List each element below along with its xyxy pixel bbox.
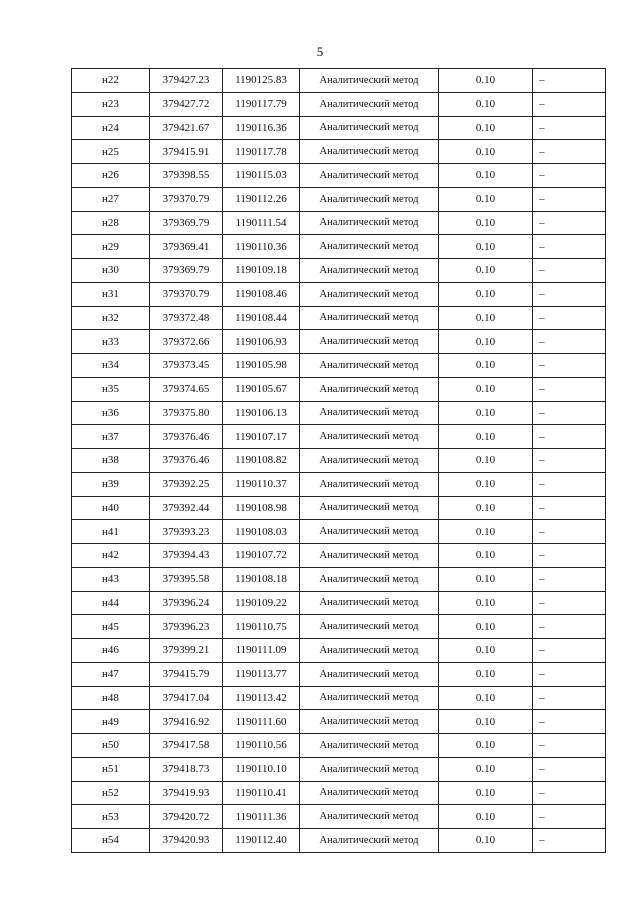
description-cell: – <box>533 354 606 378</box>
y-coordinate-cell: 1190117.78 <box>223 140 300 164</box>
method-cell: Аналитический метод <box>300 520 439 544</box>
method-cell: Аналитический метод <box>300 662 439 686</box>
method-cell: Аналитический метод <box>300 187 439 211</box>
x-coordinate-cell: 379396.24 <box>150 591 223 615</box>
method-cell: Аналитический метод <box>300 116 439 140</box>
table-row <box>72 282 606 306</box>
method-cell: Аналитический метод <box>300 734 439 758</box>
accuracy-cell: 0.10 <box>439 829 533 853</box>
description-cell: – <box>533 662 606 686</box>
description-cell: – <box>533 520 606 544</box>
method-cell: Аналитический метод <box>300 829 439 853</box>
y-coordinate-cell: 1190111.54 <box>223 211 300 235</box>
point-name-cell: н30 <box>72 259 150 283</box>
y-coordinate-cell: 1190108.46 <box>223 282 300 306</box>
accuracy-cell: 0.10 <box>439 306 533 330</box>
table-row <box>72 164 606 188</box>
y-coordinate-cell: 1190116.36 <box>223 116 300 140</box>
point-name-cell: н25 <box>72 140 150 164</box>
method-cell: Аналитический метод <box>300 211 439 235</box>
accuracy-cell: 0.10 <box>439 757 533 781</box>
y-coordinate-cell: 1190117.79 <box>223 92 300 116</box>
method-cell: Аналитический метод <box>300 164 439 188</box>
point-name-cell: н41 <box>72 520 150 544</box>
table-row <box>72 544 606 568</box>
y-coordinate-cell: 1190113.42 <box>223 686 300 710</box>
accuracy-cell: 0.10 <box>439 662 533 686</box>
table-row <box>72 92 606 116</box>
accuracy-cell: 0.10 <box>439 377 533 401</box>
point-name-cell: н40 <box>72 496 150 520</box>
x-coordinate-cell: 379372.66 <box>150 330 223 354</box>
accuracy-cell: 0.10 <box>439 354 533 378</box>
accuracy-cell: 0.10 <box>439 92 533 116</box>
table-row <box>72 235 606 259</box>
table-row <box>72 140 606 164</box>
description-cell: – <box>533 496 606 520</box>
method-cell: Аналитический метод <box>300 781 439 805</box>
method-cell: Аналитический метод <box>300 449 439 473</box>
table-row <box>72 567 606 591</box>
method-cell: Аналитический метод <box>300 567 439 591</box>
y-coordinate-cell: 1190106.93 <box>223 330 300 354</box>
table-row <box>72 306 606 330</box>
y-coordinate-cell: 1190110.41 <box>223 781 300 805</box>
description-cell: – <box>533 116 606 140</box>
accuracy-cell: 0.10 <box>439 710 533 734</box>
y-coordinate-cell: 1190113.77 <box>223 662 300 686</box>
accuracy-cell: 0.10 <box>439 449 533 473</box>
method-cell: Аналитический метод <box>300 69 439 93</box>
method-cell: Аналитический метод <box>300 401 439 425</box>
y-coordinate-cell: 1190108.18 <box>223 567 300 591</box>
description-cell: – <box>533 140 606 164</box>
point-name-cell: н33 <box>72 330 150 354</box>
x-coordinate-cell: 379421.67 <box>150 116 223 140</box>
accuracy-cell: 0.10 <box>439 496 533 520</box>
x-coordinate-cell: 379392.44 <box>150 496 223 520</box>
y-coordinate-cell: 1190125.83 <box>223 69 300 93</box>
point-name-cell: н50 <box>72 734 150 758</box>
table-row <box>72 781 606 805</box>
point-name-cell: н24 <box>72 116 150 140</box>
table-row <box>72 401 606 425</box>
method-cell: Аналитический метод <box>300 686 439 710</box>
x-coordinate-cell: 379417.58 <box>150 734 223 758</box>
table-row <box>72 330 606 354</box>
table-row <box>72 662 606 686</box>
description-cell: – <box>533 306 606 330</box>
point-name-cell: н51 <box>72 757 150 781</box>
point-name-cell: н31 <box>72 282 150 306</box>
x-coordinate-cell: 379420.72 <box>150 805 223 829</box>
x-coordinate-cell: 379396.23 <box>150 615 223 639</box>
method-cell: Аналитический метод <box>300 472 439 496</box>
x-coordinate-cell: 379416.92 <box>150 710 223 734</box>
y-coordinate-cell: 1190112.26 <box>223 187 300 211</box>
y-coordinate-cell: 1190105.67 <box>223 377 300 401</box>
point-name-cell: н27 <box>72 187 150 211</box>
y-coordinate-cell: 1190109.18 <box>223 259 300 283</box>
method-cell: Аналитический метод <box>300 591 439 615</box>
accuracy-cell: 0.10 <box>439 734 533 758</box>
point-name-cell: н22 <box>72 69 150 93</box>
description-cell: – <box>533 377 606 401</box>
accuracy-cell: 0.10 <box>439 686 533 710</box>
point-name-cell: н49 <box>72 710 150 734</box>
description-cell: – <box>533 235 606 259</box>
accuracy-cell: 0.10 <box>439 69 533 93</box>
y-coordinate-cell: 1190111.09 <box>223 639 300 663</box>
table-row <box>72 686 606 710</box>
point-name-cell: н42 <box>72 544 150 568</box>
method-cell: Аналитический метод <box>300 330 439 354</box>
description-cell: – <box>533 544 606 568</box>
y-coordinate-cell: 1190112.40 <box>223 829 300 853</box>
x-coordinate-cell: 379420.93 <box>150 829 223 853</box>
accuracy-cell: 0.10 <box>439 781 533 805</box>
table-row <box>72 449 606 473</box>
accuracy-cell: 0.10 <box>439 211 533 235</box>
point-name-cell: н36 <box>72 401 150 425</box>
table-row <box>72 377 606 401</box>
y-coordinate-cell: 1190115.03 <box>223 164 300 188</box>
accuracy-cell: 0.10 <box>439 116 533 140</box>
table-row <box>72 259 606 283</box>
table-row <box>72 710 606 734</box>
x-coordinate-cell: 379372.48 <box>150 306 223 330</box>
x-coordinate-cell: 379399.21 <box>150 639 223 663</box>
y-coordinate-cell: 1190108.82 <box>223 449 300 473</box>
point-name-cell: н43 <box>72 567 150 591</box>
table-row <box>72 187 606 211</box>
method-cell: Аналитический метод <box>300 140 439 164</box>
accuracy-cell: 0.10 <box>439 567 533 591</box>
x-coordinate-cell: 379427.72 <box>150 92 223 116</box>
method-cell: Аналитический метод <box>300 425 439 449</box>
y-coordinate-cell: 1190106.13 <box>223 401 300 425</box>
table-row <box>72 496 606 520</box>
x-coordinate-cell: 379418.73 <box>150 757 223 781</box>
table-row <box>72 829 606 853</box>
x-coordinate-cell: 379394.43 <box>150 544 223 568</box>
accuracy-cell: 0.10 <box>439 591 533 615</box>
point-name-cell: н47 <box>72 662 150 686</box>
description-cell: – <box>533 567 606 591</box>
table-row <box>72 116 606 140</box>
method-cell: Аналитический метод <box>300 757 439 781</box>
accuracy-cell: 0.10 <box>439 425 533 449</box>
point-name-cell: н53 <box>72 805 150 829</box>
point-name-cell: н23 <box>72 92 150 116</box>
accuracy-cell: 0.10 <box>439 282 533 306</box>
x-coordinate-cell: 379393.23 <box>150 520 223 544</box>
x-coordinate-cell: 379419.93 <box>150 781 223 805</box>
y-coordinate-cell: 1190110.56 <box>223 734 300 758</box>
table-row <box>72 615 606 639</box>
y-coordinate-cell: 1190109.22 <box>223 591 300 615</box>
table-row <box>72 639 606 663</box>
y-coordinate-cell: 1190107.17 <box>223 425 300 449</box>
point-name-cell: н45 <box>72 615 150 639</box>
accuracy-cell: 0.10 <box>439 140 533 164</box>
y-coordinate-cell: 1190108.44 <box>223 306 300 330</box>
description-cell: – <box>533 472 606 496</box>
description-cell: – <box>533 805 606 829</box>
description-cell: – <box>533 829 606 853</box>
accuracy-cell: 0.10 <box>439 544 533 568</box>
method-cell: Аналитический метод <box>300 615 439 639</box>
x-coordinate-cell: 379417.04 <box>150 686 223 710</box>
point-name-cell: н54 <box>72 829 150 853</box>
table-row <box>72 805 606 829</box>
point-name-cell: н44 <box>72 591 150 615</box>
accuracy-cell: 0.10 <box>439 520 533 544</box>
point-name-cell: н52 <box>72 781 150 805</box>
description-cell: – <box>533 757 606 781</box>
method-cell: Аналитический метод <box>300 710 439 734</box>
x-coordinate-cell: 379373.45 <box>150 354 223 378</box>
y-coordinate-cell: 1190105.98 <box>223 354 300 378</box>
coordinates-table <box>71 68 606 853</box>
accuracy-cell: 0.10 <box>439 235 533 259</box>
description-cell: – <box>533 69 606 93</box>
x-coordinate-cell: 379370.79 <box>150 187 223 211</box>
x-coordinate-cell: 379374.65 <box>150 377 223 401</box>
description-cell: – <box>533 686 606 710</box>
accuracy-cell: 0.10 <box>439 615 533 639</box>
accuracy-cell: 0.10 <box>439 805 533 829</box>
description-cell: – <box>533 734 606 758</box>
method-cell: Аналитический метод <box>300 259 439 283</box>
description-cell: – <box>533 425 606 449</box>
description-cell: – <box>533 591 606 615</box>
y-coordinate-cell: 1190111.60 <box>223 710 300 734</box>
point-name-cell: н38 <box>72 449 150 473</box>
x-coordinate-cell: 379375.80 <box>150 401 223 425</box>
point-name-cell: н28 <box>72 211 150 235</box>
y-coordinate-cell: 1190108.98 <box>223 496 300 520</box>
method-cell: Аналитический метод <box>300 544 439 568</box>
x-coordinate-cell: 379376.46 <box>150 425 223 449</box>
y-coordinate-cell: 1190108.03 <box>223 520 300 544</box>
method-cell: Аналитический метод <box>300 282 439 306</box>
x-coordinate-cell: 379376.46 <box>150 449 223 473</box>
y-coordinate-cell: 1190107.72 <box>223 544 300 568</box>
y-coordinate-cell: 1190110.36 <box>223 235 300 259</box>
table-row <box>72 354 606 378</box>
y-coordinate-cell: 1190111.36 <box>223 805 300 829</box>
method-cell: Аналитический метод <box>300 805 439 829</box>
table-row <box>72 472 606 496</box>
description-cell: – <box>533 211 606 235</box>
table-row <box>72 520 606 544</box>
point-name-cell: н32 <box>72 306 150 330</box>
point-name-cell: н29 <box>72 235 150 259</box>
description-cell: – <box>533 639 606 663</box>
method-cell: Аналитический метод <box>300 377 439 401</box>
description-cell: – <box>533 781 606 805</box>
point-name-cell: н37 <box>72 425 150 449</box>
table-row <box>72 734 606 758</box>
method-cell: Аналитический метод <box>300 92 439 116</box>
x-coordinate-cell: 379369.79 <box>150 211 223 235</box>
table-row <box>72 69 606 93</box>
method-cell: Аналитический метод <box>300 639 439 663</box>
point-name-cell: н34 <box>72 354 150 378</box>
point-name-cell: н46 <box>72 639 150 663</box>
description-cell: – <box>533 615 606 639</box>
accuracy-cell: 0.10 <box>439 639 533 663</box>
description-cell: – <box>533 259 606 283</box>
x-coordinate-cell: 379369.79 <box>150 259 223 283</box>
point-name-cell: н26 <box>72 164 150 188</box>
table-row <box>72 425 606 449</box>
x-coordinate-cell: 379415.79 <box>150 662 223 686</box>
accuracy-cell: 0.10 <box>439 164 533 188</box>
accuracy-cell: 0.10 <box>439 187 533 211</box>
x-coordinate-cell: 379398.55 <box>150 164 223 188</box>
method-cell: Аналитический метод <box>300 235 439 259</box>
x-coordinate-cell: 379415.91 <box>150 140 223 164</box>
accuracy-cell: 0.10 <box>439 472 533 496</box>
table-row <box>72 211 606 235</box>
x-coordinate-cell: 379392.25 <box>150 472 223 496</box>
description-cell: – <box>533 330 606 354</box>
description-cell: – <box>533 710 606 734</box>
description-cell: – <box>533 401 606 425</box>
x-coordinate-cell: 379427.23 <box>150 69 223 93</box>
method-cell: Аналитический метод <box>300 306 439 330</box>
method-cell: Аналитический метод <box>300 354 439 378</box>
page-number: 5 <box>316 44 324 59</box>
table-row <box>72 757 606 781</box>
point-name-cell: н35 <box>72 377 150 401</box>
accuracy-cell: 0.10 <box>439 330 533 354</box>
y-coordinate-cell: 1190110.37 <box>223 472 300 496</box>
y-coordinate-cell: 1190110.10 <box>223 757 300 781</box>
y-coordinate-cell: 1190110.75 <box>223 615 300 639</box>
x-coordinate-cell: 379395.58 <box>150 567 223 591</box>
description-cell: – <box>533 92 606 116</box>
description-cell: – <box>533 164 606 188</box>
x-coordinate-cell: 379369.41 <box>150 235 223 259</box>
point-name-cell: н48 <box>72 686 150 710</box>
x-coordinate-cell: 379370.79 <box>150 282 223 306</box>
description-cell: – <box>533 449 606 473</box>
accuracy-cell: 0.10 <box>439 259 533 283</box>
table-row <box>72 591 606 615</box>
description-cell: – <box>533 187 606 211</box>
method-cell: Аналитический метод <box>300 496 439 520</box>
description-cell: – <box>533 282 606 306</box>
point-name-cell: н39 <box>72 472 150 496</box>
accuracy-cell: 0.10 <box>439 401 533 425</box>
table-body <box>72 69 606 853</box>
